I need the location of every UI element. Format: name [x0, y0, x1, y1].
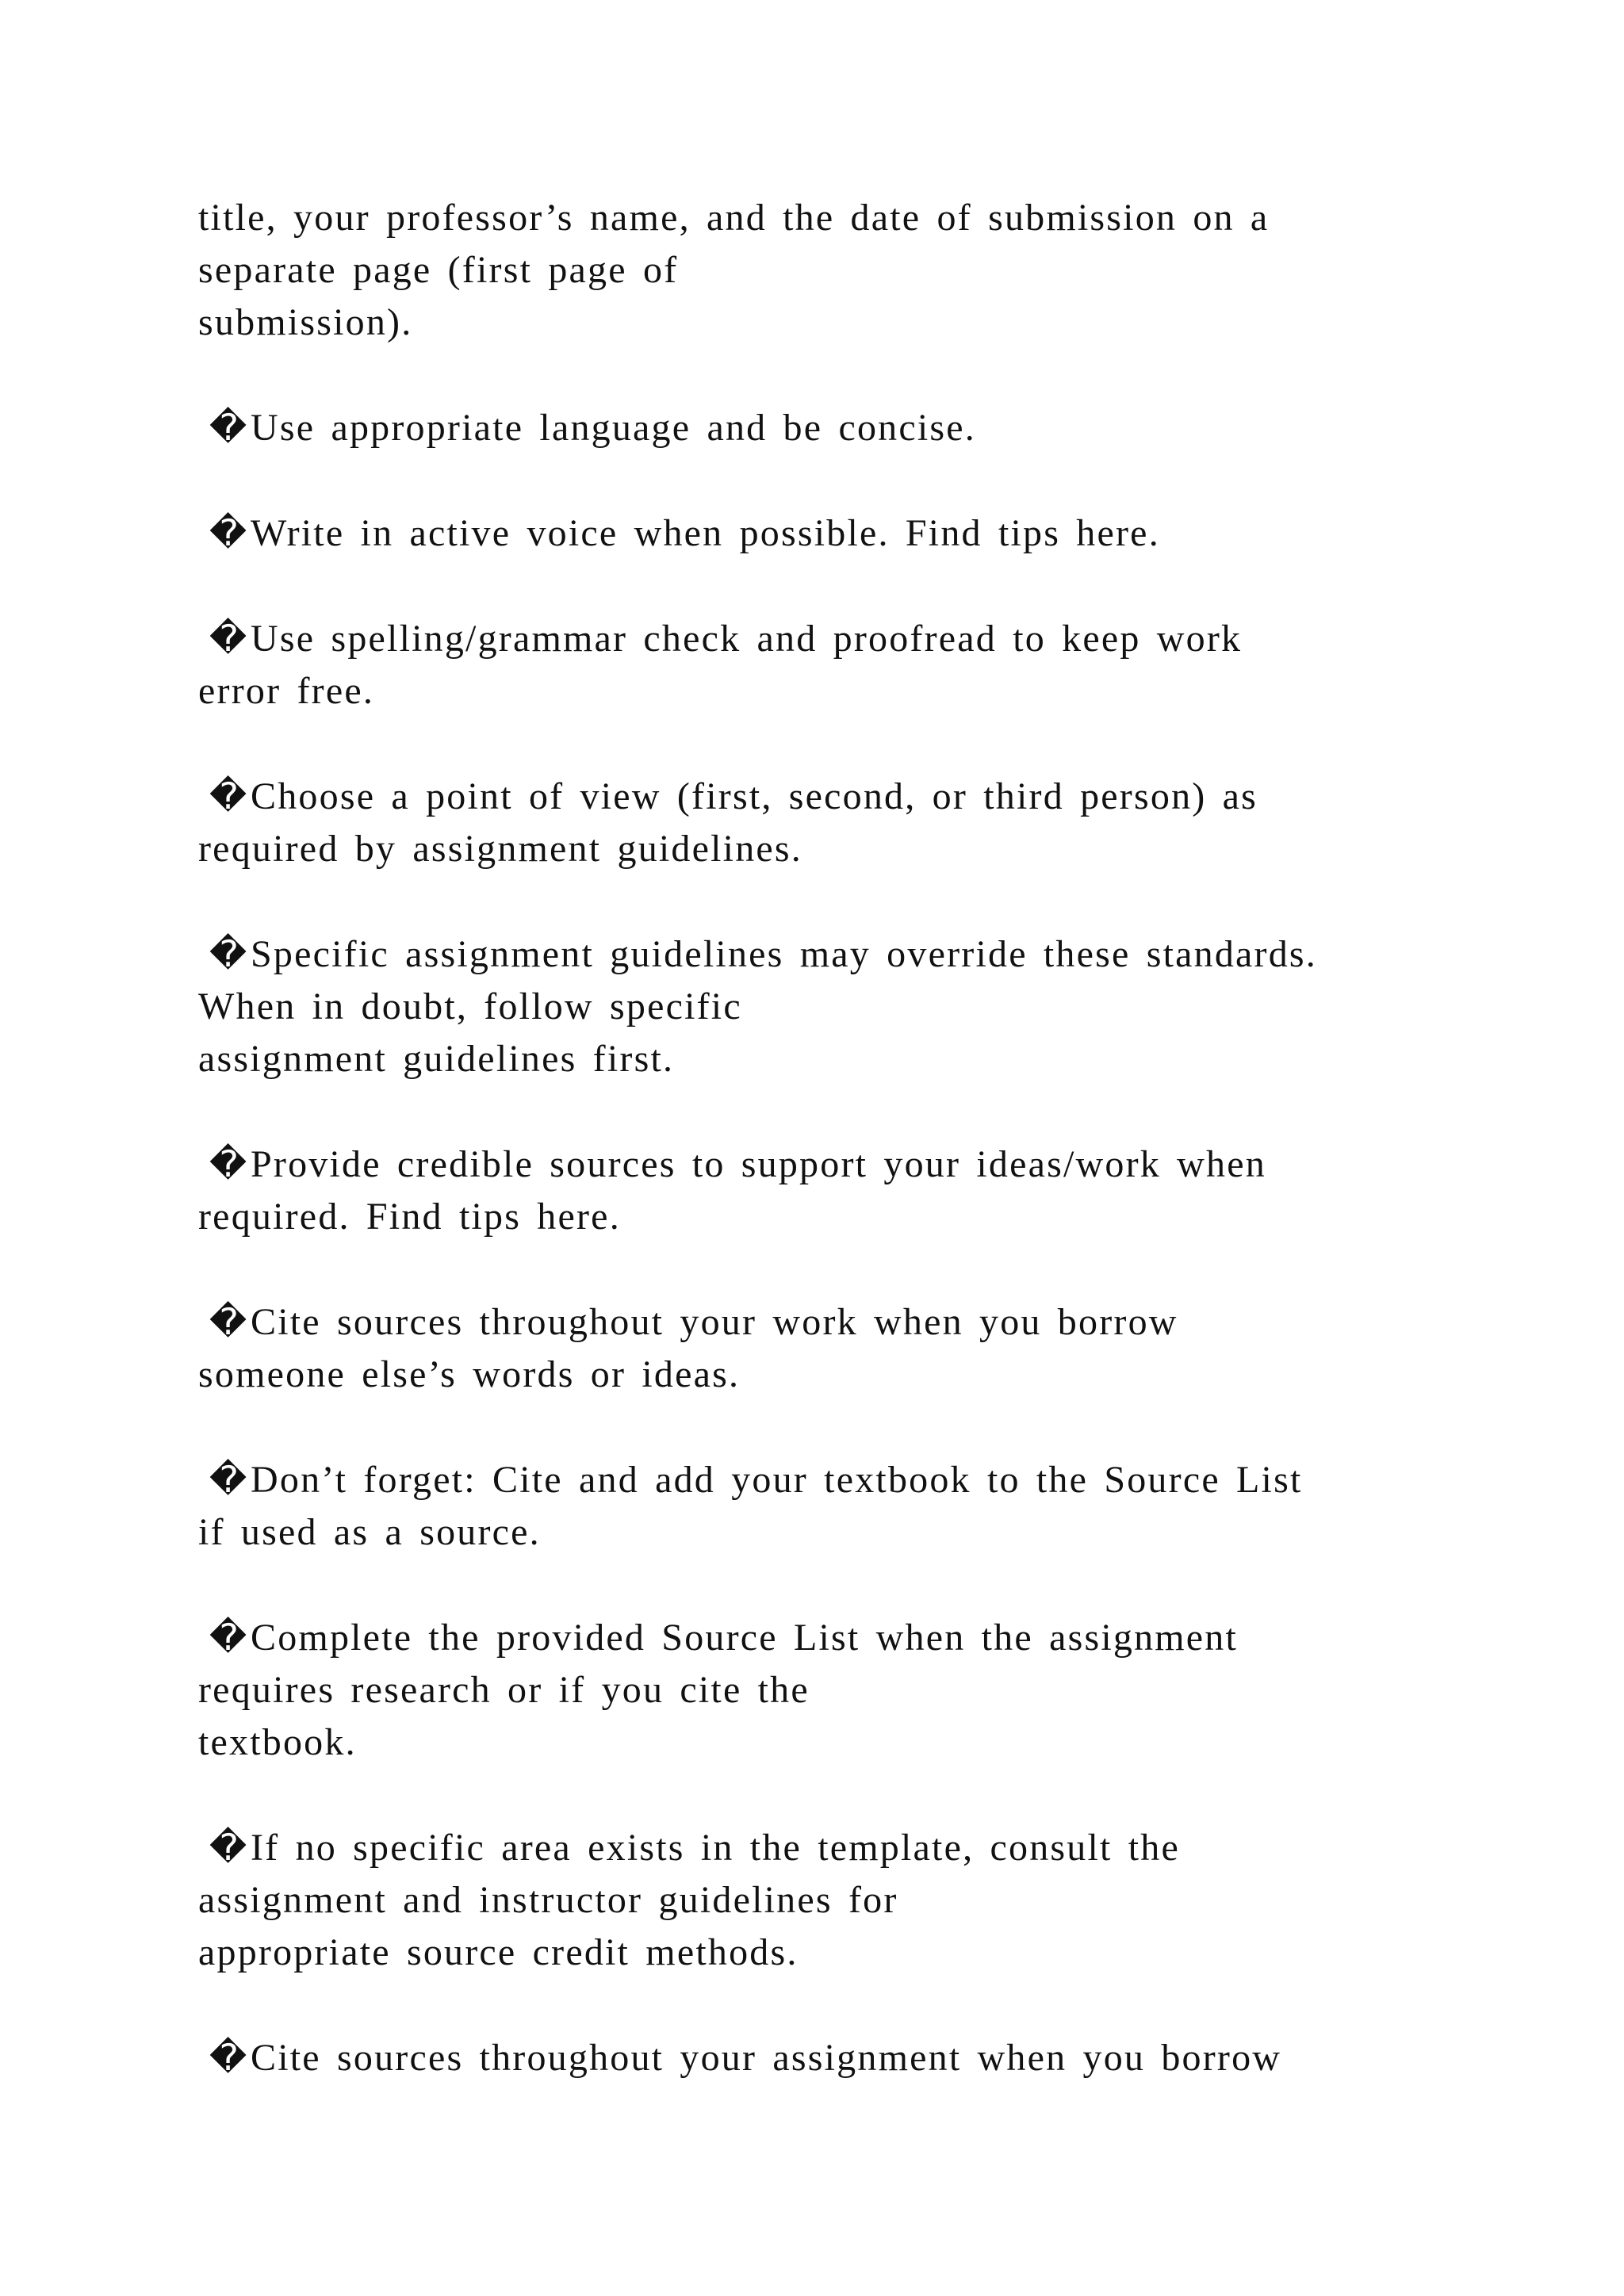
- list-item: [198, 612, 1435, 718]
- item-text: Choose a point of view (first, second, or third person) as: [251, 775, 1258, 817]
- item-text: If no specific area exists in the template, consult the: [251, 1827, 1180, 1869]
- text-line: separate page (first page of: [198, 249, 679, 291]
- text-line: assignment guidelines first.: [198, 1038, 675, 1080]
- bullet-icon: �: [209, 932, 247, 975]
- item-text: Don’t forget: Cite and add your textbook to the Source List: [251, 1459, 1303, 1501]
- text-line: assignment and instructor guidelines for: [198, 1879, 898, 1921]
- list-item: [198, 1821, 1435, 1979]
- bullet-icon: �: [209, 1826, 247, 1869]
- bullet-icon: �: [209, 1300, 247, 1343]
- list-item: [198, 1138, 1435, 1243]
- item-text: Cite sources throughout your assignment when you borrow: [251, 2037, 1282, 2079]
- list-item: [198, 401, 1435, 454]
- bullet-icon: �: [209, 617, 247, 660]
- bullet-icon: �: [209, 2036, 247, 2079]
- list-item: [198, 1453, 1435, 1559]
- item-text: Write in active voice when possible. Find tips here.: [251, 512, 1160, 554]
- text-line: [198, 928, 1435, 981]
- bullet-icon: �: [209, 1142, 247, 1185]
- item-text: Cite sources throughout your work when you borrow: [251, 1301, 1178, 1343]
- text-line: textbook.: [198, 1721, 357, 1763]
- text-line: [198, 770, 1435, 823]
- list-item: [198, 928, 1435, 1085]
- text-line: [198, 1821, 1435, 1874]
- item-text: Provide credible sources to support your ideas/work when: [251, 1143, 1266, 1185]
- text-line: [198, 1453, 1435, 1506]
- text-line: [198, 1138, 1435, 1191]
- item-text: Complete the provided Source List when the assignment: [251, 1617, 1239, 1659]
- document-body: [198, 192, 1435, 2137]
- text-line: if used as a source.: [198, 1511, 541, 1553]
- list-item: [198, 770, 1435, 875]
- item-text: Specific assignment guidelines may override these standards.: [251, 933, 1318, 975]
- text-line: required by assignment guidelines.: [198, 828, 802, 870]
- text-line: [198, 2031, 1435, 2084]
- bullet-icon: �: [209, 406, 247, 449]
- text-line: [198, 612, 1435, 665]
- text-line: [198, 1611, 1435, 1664]
- item-text: Use spelling/grammar check and proofread to keep work: [251, 618, 1243, 660]
- text-line: required. Find tips here.: [198, 1196, 621, 1238]
- text-line: [198, 401, 1435, 454]
- text-line: error free.: [198, 670, 375, 712]
- bullet-icon: �: [209, 775, 247, 817]
- text-line: title, your professor’s name, and the date of submission on a: [198, 197, 1270, 239]
- item-text: Use appropriate language and be concise.: [251, 407, 976, 449]
- text-line: requires research or if you cite the: [198, 1669, 810, 1711]
- text-line: [198, 507, 1435, 560]
- text-line: When in doubt, follow specific: [198, 985, 742, 1027]
- list-item: [198, 1611, 1435, 1769]
- text-line: appropriate source credit methods.: [198, 1931, 799, 1973]
- text-line: [198, 1295, 1435, 1349]
- bullet-icon: �: [209, 1616, 247, 1659]
- bullet-icon: �: [209, 511, 247, 554]
- list-item: [198, 507, 1435, 560]
- list-item: [198, 1295, 1435, 1401]
- list-item: [198, 2031, 1435, 2084]
- bullet-icon: �: [209, 1458, 247, 1501]
- intro-paragraph: [198, 192, 1435, 349]
- text-line: someone else’s words or ideas.: [198, 1353, 741, 1395]
- text-line: submission).: [198, 301, 413, 343]
